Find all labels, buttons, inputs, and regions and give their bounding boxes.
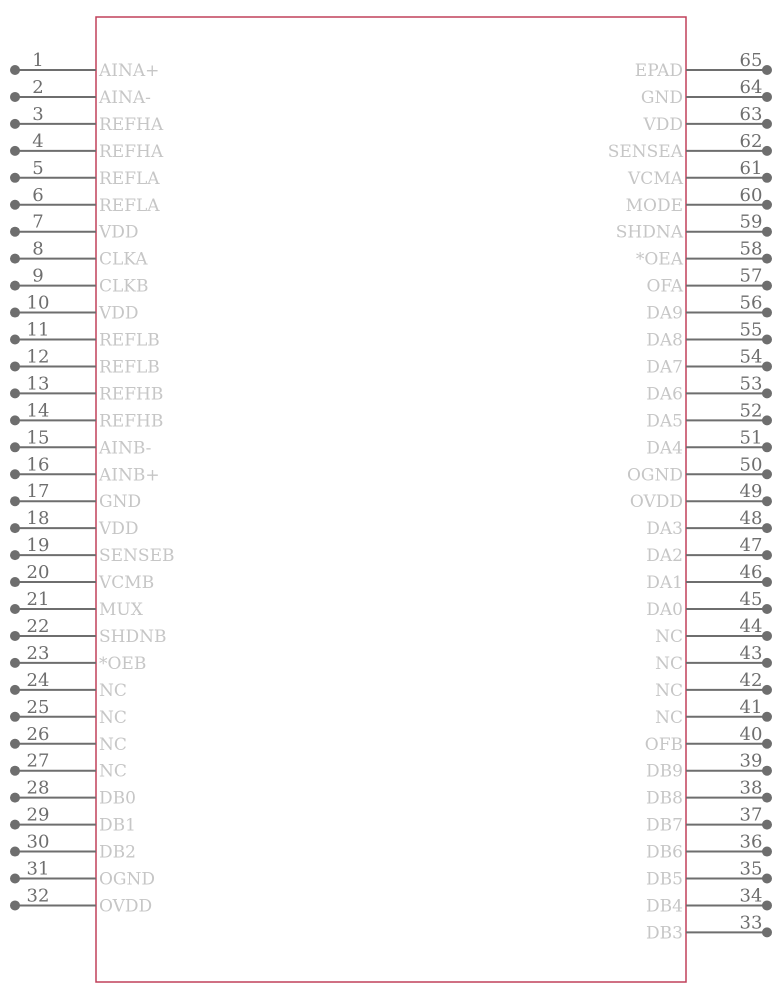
- pin-33: [646, 912, 772, 943]
- pin-number: 50: [739, 454, 763, 476]
- pin-terminal-dot: [10, 658, 20, 668]
- pin-name: SHDNB: [99, 626, 167, 647]
- pin-name: EPAD: [634, 61, 683, 81]
- pin-number: 4: [32, 130, 44, 152]
- pin-number: 28: [26, 777, 50, 799]
- pin-name: SENSEB: [99, 546, 175, 567]
- pin-number: 32: [26, 885, 50, 907]
- pin-name: AINB+: [99, 465, 160, 486]
- pin-number: 47: [739, 535, 763, 557]
- pin-name: DB7: [646, 815, 683, 836]
- pin-terminal-dot: [762, 65, 772, 75]
- pin-terminal-dot: [10, 415, 20, 425]
- pin-name: OVDD: [629, 492, 683, 513]
- pin-name: DA7: [646, 357, 683, 378]
- pin-number: 40: [739, 723, 763, 745]
- pin-name: VCMA: [628, 168, 683, 189]
- pin-name: VCMB: [99, 573, 155, 594]
- pin-7: [10, 212, 139, 243]
- pin-number: 56: [739, 292, 763, 314]
- pin-terminal-dot: [762, 793, 772, 803]
- pin-terminal-dot: [10, 631, 20, 641]
- pin-number: 12: [26, 346, 50, 368]
- pin-terminal-dot: [762, 577, 772, 587]
- pin-terminal-dot: [10, 200, 20, 210]
- pin-number: 13: [26, 373, 50, 395]
- pin-name: SHDNA: [615, 222, 683, 243]
- pin-terminal-dot: [10, 820, 20, 830]
- pin-terminal-dot: [10, 739, 20, 749]
- pin-terminal-dot: [762, 415, 772, 425]
- pin-terminal-dot: [762, 281, 772, 291]
- pin-terminal-dot: [762, 820, 772, 830]
- pin-name: NC: [99, 734, 127, 755]
- pin-terminal-dot: [10, 173, 20, 183]
- pin-number: 36: [739, 831, 763, 853]
- pin-name: GND: [99, 492, 142, 513]
- pin-name: DA0: [646, 600, 683, 620]
- pin-terminal-dot: [10, 523, 20, 533]
- pin-terminal-dot: [762, 658, 772, 668]
- pin-name: DB6: [646, 842, 683, 863]
- pin-terminal-dot: [10, 308, 20, 318]
- pin-terminal-dot: [10, 92, 20, 102]
- pin-name: DB0: [99, 788, 136, 809]
- component-body: [96, 17, 686, 982]
- pin-terminal-dot: [10, 254, 20, 264]
- pin-name: CLKB: [99, 276, 149, 297]
- pin-number: 45: [739, 589, 763, 610]
- pin-name: DA3: [646, 519, 683, 540]
- pin-terminal-dot: [762, 685, 772, 695]
- pin-number: 3: [32, 103, 44, 125]
- pin-name: DA8: [646, 330, 683, 351]
- pin-number: 35: [739, 858, 763, 880]
- pin-number: 6: [32, 184, 44, 206]
- pin-number: 26: [26, 723, 50, 745]
- pin-terminal-dot: [10, 685, 20, 695]
- pin-number: 37: [739, 804, 763, 826]
- pin-number: 44: [739, 615, 763, 637]
- pin-number: 42: [739, 669, 763, 691]
- pin-name: VDD: [99, 519, 139, 540]
- pin-terminal-dot: [762, 496, 772, 506]
- pin-number: 52: [739, 400, 763, 422]
- pin-number: 51: [739, 427, 763, 449]
- pin-name: NC: [655, 680, 683, 701]
- pin-number: 54: [739, 346, 763, 368]
- pin-number: 20: [26, 562, 50, 584]
- pin-number: 39: [739, 750, 763, 772]
- pin-name: NC: [655, 626, 683, 647]
- pin-terminal-dot: [10, 388, 20, 398]
- pin-terminal-dot: [10, 874, 20, 884]
- pin-terminal-dot: [10, 766, 20, 776]
- pin-name: VDD: [643, 114, 683, 135]
- pin-terminal-dot: [10, 227, 20, 237]
- pin-name: *OEA: [635, 249, 683, 270]
- pin-number: 64: [739, 76, 763, 98]
- pin-terminal-dot: [10, 361, 20, 371]
- pin-terminal-dot: [762, 119, 772, 129]
- pin-number: 57: [739, 265, 763, 287]
- pin-terminal-dot: [762, 442, 772, 452]
- pin-name: DB1: [99, 815, 136, 836]
- pin-number: 34: [739, 885, 763, 907]
- pin-number: 2: [32, 76, 44, 98]
- pin-number: 55: [739, 319, 763, 341]
- pin-number: 65: [739, 50, 763, 71]
- pin-number: 62: [739, 130, 763, 152]
- pin-number: 27: [26, 750, 50, 772]
- pin-terminal-dot: [762, 146, 772, 156]
- pin-name: REFHA: [99, 114, 164, 135]
- pin-terminal-dot: [762, 361, 772, 371]
- pin-terminal-dot: [10, 847, 20, 857]
- pin-name: DB3: [646, 923, 683, 944]
- pin-terminal-dot: [762, 173, 772, 183]
- pin-terminal-dot: [762, 254, 772, 264]
- pin-name: REFHB: [99, 384, 164, 405]
- pin-name: DB4: [646, 896, 683, 917]
- pin-number: 61: [739, 157, 763, 179]
- pin-terminal-dot: [10, 65, 20, 75]
- pin-name: REFLB: [99, 330, 160, 351]
- pin-number: 43: [739, 642, 763, 664]
- pin-name: NC: [99, 707, 127, 728]
- pin-terminal-dot: [762, 847, 772, 857]
- pin-terminal-dot: [762, 900, 772, 910]
- pin-name: AINA+: [99, 61, 160, 81]
- pin-number: 14: [26, 400, 50, 422]
- right-pin-group: [608, 50, 772, 943]
- pin-number: 1: [32, 50, 44, 71]
- pin-number: 18: [26, 508, 50, 530]
- pin-number: 29: [26, 804, 50, 826]
- pin-name: DB9: [646, 761, 683, 782]
- pin-number: 46: [739, 562, 763, 584]
- pin-name: DA2: [646, 546, 683, 567]
- pin-name: OGND: [99, 869, 156, 890]
- pin-terminal-dot: [10, 793, 20, 803]
- pin-name: OVDD: [99, 896, 153, 917]
- pin-name: MUX: [99, 600, 143, 620]
- pin-number: 33: [739, 912, 763, 934]
- pin-name: AINA-: [99, 87, 151, 108]
- pin-number: 49: [739, 481, 763, 503]
- pin-number: 24: [26, 669, 50, 691]
- pin-name: CLKA: [99, 249, 148, 270]
- pin-terminal-dot: [10, 442, 20, 452]
- pin-8: [10, 239, 148, 270]
- pin-terminal-dot: [10, 900, 20, 910]
- pin-number: 60: [739, 184, 763, 206]
- pin-number: 11: [26, 319, 50, 341]
- pin-number: 63: [739, 103, 763, 125]
- pin-terminal-dot: [762, 766, 772, 776]
- pin-number: 22: [26, 615, 50, 637]
- left-pin-group: [10, 50, 174, 916]
- pin-terminal-dot: [10, 712, 20, 722]
- pin-terminal-dot: [762, 927, 772, 937]
- pin-terminal-dot: [10, 335, 20, 345]
- pin-terminal-dot: [10, 469, 20, 479]
- pin-number: 59: [739, 211, 763, 233]
- pin-number: 15: [26, 427, 50, 449]
- pin-number: 38: [739, 777, 763, 799]
- pin-terminal-dot: [762, 631, 772, 641]
- pin-name: DB5: [646, 869, 683, 890]
- pin-number: 7: [32, 211, 44, 233]
- pin-terminal-dot: [762, 874, 772, 884]
- pin-name: AINB-: [99, 438, 152, 459]
- pin-2: [10, 77, 151, 108]
- pin-number: 31: [26, 858, 50, 880]
- pin-name: NC: [655, 653, 683, 674]
- pin-number: 17: [26, 481, 50, 503]
- pin-name: NC: [655, 707, 683, 728]
- pin-number: 9: [32, 265, 44, 287]
- pin-name: DA4: [646, 438, 683, 459]
- pin-name: NC: [99, 761, 127, 782]
- pin-number: 53: [739, 373, 763, 395]
- pin-terminal-dot: [762, 523, 772, 533]
- pin-terminal-dot: [762, 227, 772, 237]
- pin-terminal-dot: [762, 388, 772, 398]
- pin-number: 41: [739, 696, 763, 718]
- pin-number: 48: [739, 508, 763, 530]
- pin-number: 5: [32, 157, 44, 179]
- pin-name: REFHB: [99, 411, 164, 432]
- pin-name: SENSEA: [607, 141, 683, 162]
- pin-number: 10: [26, 292, 50, 314]
- pin-name: DA6: [646, 384, 683, 405]
- pin-32: [10, 885, 152, 916]
- pin-name: NC: [99, 680, 127, 701]
- pin-number: 30: [26, 831, 50, 853]
- pin-terminal-dot: [10, 496, 20, 506]
- pin-name: DA5: [646, 411, 683, 432]
- pin-number: 25: [26, 696, 50, 718]
- pin-terminal-dot: [10, 577, 20, 587]
- pin-number: 23: [26, 642, 50, 664]
- pin-name: REFLA: [99, 195, 160, 216]
- pin-terminal-dot: [10, 119, 20, 129]
- pin-number: 8: [32, 238, 44, 260]
- pin-number: 19: [26, 535, 50, 557]
- pin-name: GND: [640, 87, 683, 108]
- pin-terminal-dot: [10, 604, 20, 614]
- pin-terminal-dot: [762, 335, 772, 345]
- pin-name: OFB: [644, 734, 683, 755]
- pin-name: *OEB: [99, 653, 147, 674]
- pin-name: DA9: [646, 303, 683, 324]
- pin-terminal-dot: [762, 200, 772, 210]
- pin-terminal-dot: [10, 550, 20, 560]
- pin-terminal-dot: [762, 712, 772, 722]
- pin-terminal-dot: [10, 146, 20, 156]
- pin-terminal-dot: [762, 92, 772, 102]
- pin-name: OFA: [646, 276, 683, 297]
- pin-name: REFHA: [99, 141, 164, 162]
- pin-name: OGND: [626, 465, 683, 486]
- pin-number: 58: [739, 238, 763, 260]
- pin-name: VDD: [99, 303, 139, 324]
- pin-name: REFLB: [99, 357, 160, 378]
- pin-number: 16: [26, 454, 50, 476]
- pin-terminal-dot: [762, 739, 772, 749]
- pin-terminal-dot: [10, 281, 20, 291]
- pin-name: MODE: [625, 195, 683, 216]
- pin-name: DB8: [646, 788, 683, 809]
- pin-name: DA1: [646, 573, 683, 594]
- pin-name: DB2: [99, 842, 136, 863]
- pin-terminal-dot: [762, 469, 772, 479]
- pin-number: 21: [26, 589, 50, 610]
- pin-terminal-dot: [762, 604, 772, 614]
- pin-terminal-dot: [762, 308, 772, 318]
- pin-terminal-dot: [762, 550, 772, 560]
- pin-name: VDD: [99, 222, 139, 243]
- pin-name: REFLA: [99, 168, 160, 189]
